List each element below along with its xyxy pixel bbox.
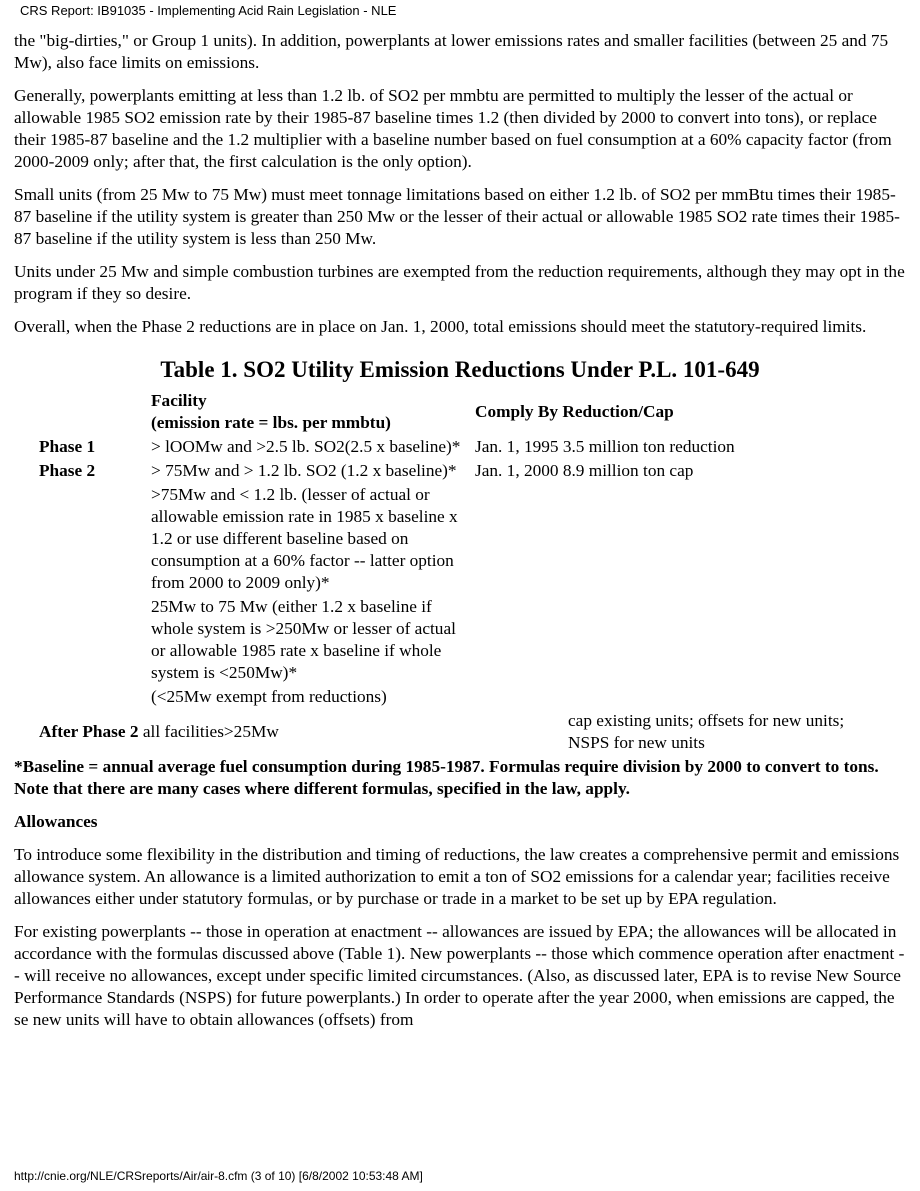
after-phase2-facility: all facilities>25Mw <box>142 722 279 741</box>
emission-reductions-table <box>36 388 878 756</box>
table-row-phase2 <box>38 460 876 482</box>
phase2-facility-b: >75Mw and < 1.2 lb. (lesser of actual or allowable emission rate in 1985 x baseline x 1.2 or use different baseline based on consumption at a 60% factor -- latter option from 2000 to 2009 only)* <box>151 485 458 592</box>
facility-header-line1: Facility <box>151 391 207 410</box>
phase2-comply: Jan. 1, 2000 8.9 million ton cap <box>475 461 694 480</box>
after-phase2-label: After Phase 2 <box>39 722 139 741</box>
paragraph: Small units (from 25 Mw to 75 Mw) must meet tonnage limitations based on either 1.2 lb. of SO2 per mmBtu times their 1985-87 baseline if the utility system is greater than 250 Mw or the lesser of their actual or allowable 1985 SO2 rate times their 1985-87 baseline if the utility system is less than 250 Mw. <box>14 185 900 248</box>
after-phase2-comply: cap existing units; offsets for new units; NSPS for new units <box>568 711 845 752</box>
table-row-phase2-c <box>38 596 876 684</box>
empty-cell <box>38 484 148 594</box>
paragraph: the "big-dirties," or Group 1 units). In addition, powerplants at lower emissions rates and smaller facilities (between 25 and 75 Mw), also face limits on emissions. <box>14 31 889 72</box>
table-header-phase <box>38 390 148 434</box>
facility-header-line2: (emission rate = lbs. per mmbtu) <box>151 413 391 432</box>
paragraph: Overall, when the Phase 2 reductions are in place on Jan. 1, 2000, total emissions should meet the statutory-required limits. <box>14 317 867 336</box>
phase2-facility-c: 25Mw to 75 Mw (either 1.2 x baseline if whole system is >250Mw or lesser of actual or allowable 1985 rate x baseline if whole system is <250Mw)* <box>151 597 456 682</box>
phase2-facility-d: (<25Mw exempt from reductions) <box>151 687 387 706</box>
table-header-row <box>38 390 876 434</box>
empty-cell <box>474 484 876 594</box>
after-phase2-cell <box>38 710 472 754</box>
paragraph: For existing powerplants -- those in operation at enactment -- allowances are issued by EPA; the allowances will be allocated in accordance with the formulas discussed above (Table 1). New powerplants -- those which commence operation after enactment -- will receive no allowances, except under specific limited circumstances. (Also, as discussed later, EPA is to revise New Source Performance Standards (NSPS) for future powerplants.) In order to operate after the year 2000, when emissions are capped, the se new units will have to obtain allowances (offsets) from <box>14 922 905 1029</box>
table-row-phase2-b <box>38 484 876 594</box>
empty-cell <box>38 686 148 708</box>
paragraph: To introduce some flexibility in the distribution and timing of reductions, the law creates a comprehensive permit and emissions allowance system. An allowance is a limited authorization to emit a ton of SO2 emissions for a calendar year; facilities receive allowances either under statutory formulas, or by purchase or trade in a market to be set up by EPA regulation. <box>14 845 900 908</box>
baseline-note: *Baseline = annual average fuel consumption during 1985-1987. Formulas require division by 2000 to convert to tons. Note that there are many cases where different formulas, specified in the law, apply. <box>14 757 879 798</box>
paragraph: Generally, powerplants emitting at less than 1.2 lb. of SO2 per mmbtu are permitted to multiply the lesser of the actual or allowable 1985 SO2 emission rate by their 1985-87 baseline times 1.2 (then divided by 2000 to convert into tons), or replace their 1985-87 baseline and the 1.2 multiplier with a baseline number based on fuel consumption at a 60% capacity factor (from 2000-2009 only; after that, the first calculation is the only option). <box>14 86 892 171</box>
page-header: CRS Report: IB91035 - Implementing Acid Rain Legislation - NLE <box>20 3 397 18</box>
table-title: Table 1. SO2 Utility Emission Reductions Under P.L. 101-649 <box>160 357 760 382</box>
empty-cell <box>474 686 876 708</box>
phase1-label: Phase 1 <box>39 437 96 456</box>
document-body <box>14 30 906 1042</box>
phase2-label: Phase 2 <box>39 461 96 480</box>
section-heading: Allowances <box>14 812 98 831</box>
table-row-phase1 <box>38 436 876 458</box>
phase1-comply: Jan. 1, 1995 3.5 million ton reduction <box>475 437 735 456</box>
table-row-phase2-d <box>38 686 876 708</box>
phase1-facility: > lOOMw and >2.5 lb. SO2(2.5 x baseline)* <box>151 437 461 456</box>
paragraph: Units under 25 Mw and simple combustion turbines are exempted from the reduction requirements, although they may opt in the program if they so desire. <box>14 262 905 303</box>
table-header-comply: Comply By Reduction/Cap <box>475 402 674 421</box>
empty-cell <box>38 596 148 684</box>
phase2-facility-a: > 75Mw and > 1.2 lb. SO2 (1.2 x baseline)* <box>151 461 457 480</box>
empty-cell <box>474 596 876 684</box>
page-footer: http://cnie.org/NLE/CRSreports/Air/air-8.cfm (3 of 10) [6/8/2002 10:53:48 AM] <box>14 1169 423 1183</box>
table-row-after-phase2 <box>38 710 876 754</box>
table-header-facility <box>150 390 472 434</box>
